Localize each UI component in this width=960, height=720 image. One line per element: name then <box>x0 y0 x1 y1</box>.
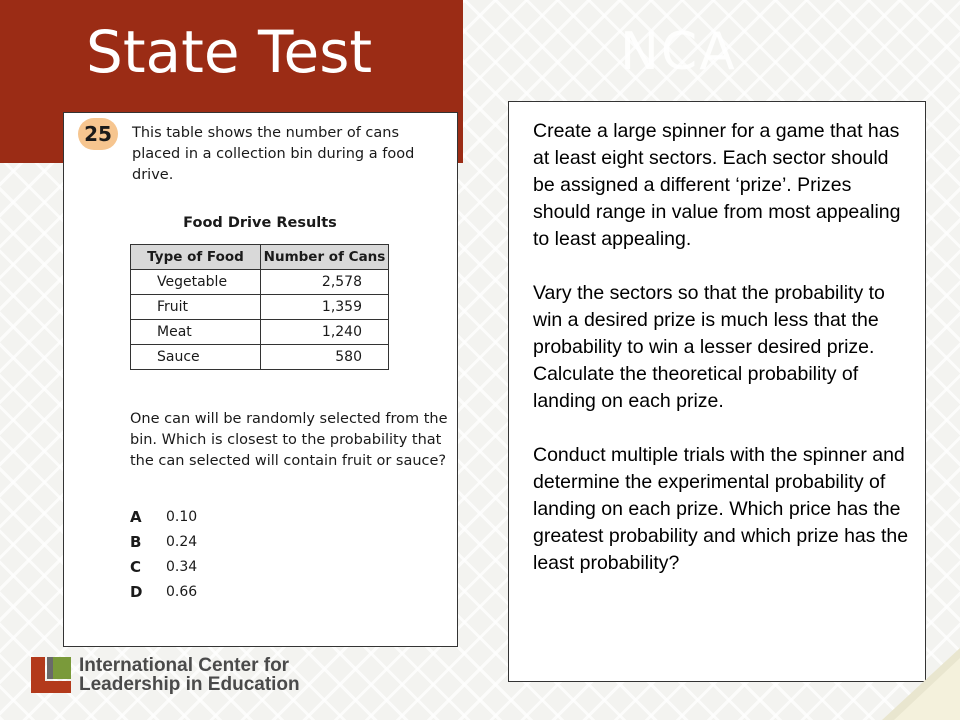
activity-paragraph-1: Create a large spinner for a game that has at least eight sectors. Each sector should be assigned a different ‘prize’. Prizes should range in value from most appealing to least appealing. <box>533 120 901 250</box>
icle-logo-icon <box>31 657 71 693</box>
food-drive-table <box>130 244 389 370</box>
choice-value: 0.34 <box>166 558 198 575</box>
watermark-text: NCA <box>620 22 737 82</box>
table-cell-food: Sauce <box>131 345 261 370</box>
answer-choice <box>130 554 197 579</box>
answer-choices <box>130 504 197 604</box>
choice-value: 0.66 <box>166 583 198 600</box>
question-text: One can will be randomly selected from the bin. Which is closest to the probability that the can selected will contain fruit or sauce? <box>130 411 448 469</box>
table-row <box>131 345 389 370</box>
logo-text-line-2: Leadership in Education <box>79 674 300 695</box>
column-header-count: Number of Cans <box>261 245 389 270</box>
choice-letter: C <box>130 557 142 576</box>
activity-text-box <box>508 101 926 682</box>
answer-choice <box>130 529 197 554</box>
question-card <box>63 112 458 647</box>
choice-value: 0.24 <box>166 533 198 550</box>
question-number-badge: 25 <box>78 118 118 150</box>
choice-letter: D <box>130 582 143 601</box>
table-cell-food: Fruit <box>131 295 261 320</box>
choice-letter: B <box>130 532 142 551</box>
page-curl-decoration <box>882 648 960 720</box>
answer-choice <box>130 504 197 529</box>
table-cell-count: 2,578 <box>261 270 389 295</box>
choice-letter: A <box>130 507 142 526</box>
slide-title: State Test <box>86 18 373 86</box>
activity-paragraph-3: Conduct multiple trials with the spinner and determine the experimental probability of landing on each prize. Which price has the greatest probability and which prize has the least probability? <box>533 444 909 574</box>
table-header-row <box>131 245 389 270</box>
table-cell-food: Vegetable <box>131 270 261 295</box>
table-cell-food: Meat <box>131 320 261 345</box>
table-row <box>131 320 389 345</box>
table-row <box>131 295 389 320</box>
table-row <box>131 270 389 295</box>
activity-paragraph-2: Vary the sectors so that the probability to win a desired prize is much less that the probability to win a lesser desired prize. Calculate the theoretical probability of landing on each prize. <box>533 282 885 412</box>
question-prompt: This table shows the number of cans placed in a collection bin during a food drive. <box>132 125 415 183</box>
table-cell-count: 1,359 <box>261 295 389 320</box>
table-cell-count: 580 <box>261 345 389 370</box>
logo-text-line-1: International Center for <box>79 655 290 676</box>
answer-choice <box>130 579 197 604</box>
icle-logo <box>31 655 321 695</box>
table-title: Food Drive Results <box>183 215 337 231</box>
table-cell-count: 1,240 <box>261 320 389 345</box>
column-header-type: Type of Food <box>131 245 261 270</box>
choice-value: 0.10 <box>166 508 198 525</box>
